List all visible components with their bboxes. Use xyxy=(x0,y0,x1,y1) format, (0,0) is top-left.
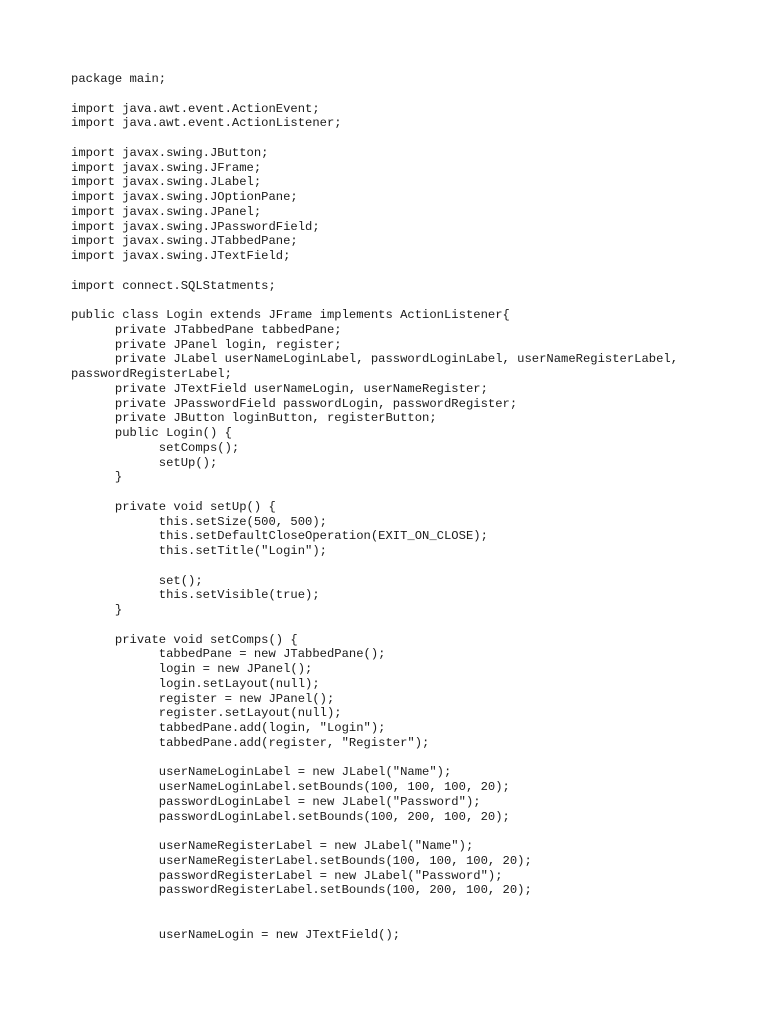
blank-line xyxy=(71,618,751,633)
blank-line xyxy=(71,559,751,574)
blank-line xyxy=(71,824,751,839)
code-line: register.setLayout(null); xyxy=(71,706,342,721)
code-line: this.setVisible(true); xyxy=(71,588,320,603)
code-line: set(); xyxy=(71,573,203,588)
code-line: private JLabel userNameLoginLabel, passwordLoginLabel, userNameRegisterLabel, xyxy=(71,352,679,367)
code-line: import javax.swing.JPanel; xyxy=(71,204,262,219)
code-line: this.setDefaultCloseOperation(EXIT_ON_CLOSE); xyxy=(71,529,488,544)
code-line: passwordRegisterLabel = new JLabel("Password"); xyxy=(71,868,503,883)
code-line: passwordRegisterLabel; xyxy=(71,367,232,381)
blank-line xyxy=(71,131,751,146)
code-line: userNameRegisterLabel.setBounds(100, 100, 100, 20); xyxy=(71,853,532,868)
code-line: private void setComps() { xyxy=(71,632,298,647)
blank-line xyxy=(71,898,751,913)
code-line: tabbedPane.add(register, "Register"); xyxy=(71,735,430,750)
code-line: private JTextField userNameLogin, userNameRegister; xyxy=(71,381,488,396)
code-line: import javax.swing.JButton; xyxy=(71,145,269,160)
code-line: } xyxy=(71,470,123,485)
code-line: private JPasswordField passwordLogin, passwordRegister; xyxy=(71,396,518,411)
code-line: import connect.SQLStatments; xyxy=(71,278,276,293)
code-line: userNameLoginLabel = new JLabel("Name"); xyxy=(71,765,452,780)
code-line: tabbedPane = new JTabbedPane(); xyxy=(71,647,386,662)
code-line: import javax.swing.JOptionPane; xyxy=(71,190,298,204)
blank-line xyxy=(71,913,751,928)
code-line: userNameRegisterLabel = new JLabel("Name"); xyxy=(71,839,474,853)
code-line: import javax.swing.JTextField; xyxy=(71,249,291,263)
blank-line xyxy=(71,751,751,766)
code-line: setUp(); xyxy=(71,455,218,470)
code-line: import javax.swing.JPasswordField; xyxy=(71,219,320,234)
code-line: passwordLoginLabel = new JLabel("Password"); xyxy=(71,794,481,809)
code-line: import javax.swing.JTabbedPane; xyxy=(71,234,298,249)
blank-line xyxy=(71,485,751,500)
code-line: userNameLoginLabel.setBounds(100, 100, 100, 20); xyxy=(71,780,510,794)
code-line: import java.awt.event.ActionListener; xyxy=(71,116,342,131)
code-line: login.setLayout(null); xyxy=(71,676,320,691)
blank-line xyxy=(71,87,751,102)
code-line: this.setSize(500, 500); xyxy=(71,514,327,529)
blank-line xyxy=(71,293,751,308)
code-line: import javax.swing.JFrame; xyxy=(71,160,262,175)
code-line: passwordRegisterLabel.setBounds(100, 200, 100, 20); xyxy=(71,883,532,898)
code-line: package main; xyxy=(71,72,167,86)
code-line: login = new JPanel(); xyxy=(71,662,313,676)
code-line: userNameLogin = new JTextField(); xyxy=(71,927,401,942)
code-line: import javax.swing.JLabel; xyxy=(71,175,262,190)
code-line: passwordLoginLabel.setBounds(100, 200, 100, 20); xyxy=(71,809,510,824)
code-line: } xyxy=(71,603,123,617)
code-line: private JTabbedPane tabbedPane; xyxy=(71,322,342,337)
code-line: private JPanel login, register; xyxy=(71,337,342,352)
code-line: public Login() { xyxy=(71,426,232,440)
code-line: private void setUp() { xyxy=(71,499,276,514)
code-listing xyxy=(71,72,751,942)
code-line: public class Login extends JFrame implements ActionListener{ xyxy=(71,308,510,322)
blank-line xyxy=(71,264,751,279)
code-line: setComps(); xyxy=(71,440,240,455)
code-line: import java.awt.event.ActionEvent; xyxy=(71,101,320,116)
code-line: private JButton loginButton, registerButton; xyxy=(71,411,437,426)
code-line: this.setTitle("Login"); xyxy=(71,544,327,558)
code-line: tabbedPane.add(login, "Login"); xyxy=(71,721,386,735)
code-line: register = new JPanel(); xyxy=(71,691,335,706)
